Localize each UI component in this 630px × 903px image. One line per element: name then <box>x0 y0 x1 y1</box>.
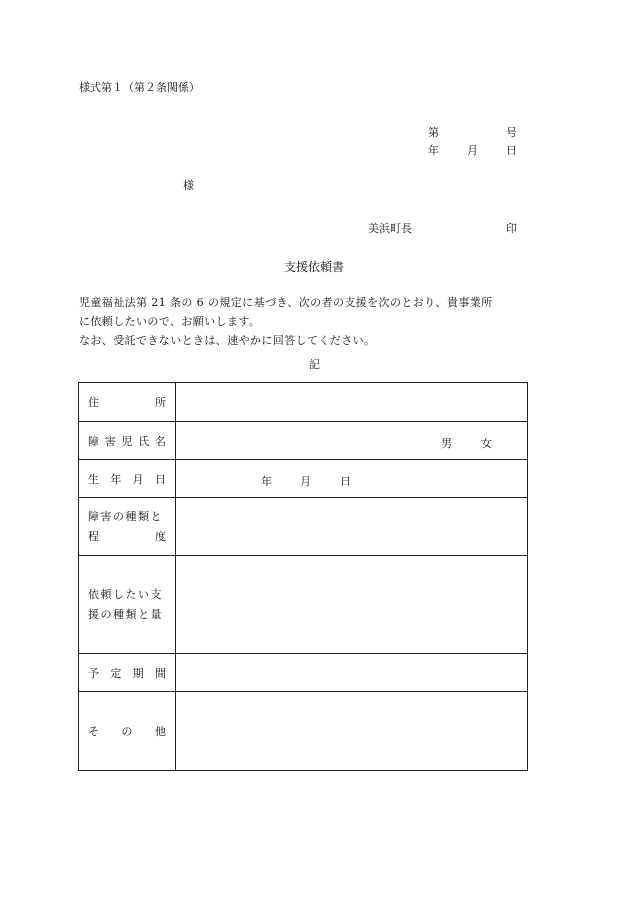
seal-mark: 印 <box>506 222 517 235</box>
disability-field[interactable] <box>176 498 528 556</box>
support-request-table <box>78 382 528 771</box>
label-char: 他 <box>155 725 166 738</box>
label-char: 障 <box>88 434 99 448</box>
support-label <box>79 556 176 654</box>
dob-label <box>79 460 176 498</box>
label-char: 氏 <box>138 434 150 448</box>
document-number-prefix: 第 <box>428 126 439 139</box>
label-char: 名 <box>155 434 166 448</box>
row-dob <box>79 460 528 498</box>
body-line-3: なお、受託できないときは、速やかに回答してください。 <box>79 334 376 347</box>
form-number-label: 様式第１（第２条関係） <box>79 81 200 94</box>
dob-field[interactable] <box>176 460 528 498</box>
date-day-label: 日 <box>506 144 517 157</box>
period-label <box>79 654 176 692</box>
date-year-label: 年 <box>428 144 439 157</box>
ki-heading: 記 <box>309 358 320 371</box>
row-disability <box>79 498 528 556</box>
dob-year-label: 年 <box>261 474 272 488</box>
body-line-1: 児童福祉法第 21 条の 6 の規定に基づき、次の者の支援を次のとおり、貴事業所 <box>79 296 493 309</box>
document-title: 支援依頼書 <box>284 260 345 274</box>
label-char: 予 <box>88 666 99 680</box>
label-char: の <box>121 725 133 738</box>
address-field[interactable] <box>176 383 528 422</box>
row-period <box>79 654 528 692</box>
support-label-line2: 援の種類と量 <box>88 607 163 621</box>
body-line-2: に依頼したいので、お願いします。 <box>79 315 261 328</box>
addressee-honorific: 様 <box>183 179 194 192</box>
label-char: 程 <box>88 529 99 543</box>
disability-label-line1: 障害の種類と <box>88 509 163 523</box>
other-label <box>79 692 176 771</box>
period-field[interactable] <box>176 654 528 692</box>
dob-day-label: 日 <box>340 474 351 488</box>
label-char: 日 <box>154 472 166 486</box>
disability-label <box>79 498 176 556</box>
address-label <box>79 383 176 422</box>
gender-female-option[interactable]: 女 <box>481 436 492 450</box>
child-name-label <box>79 422 176 460</box>
row-child-name <box>79 422 528 460</box>
label-char: 度 <box>155 529 166 543</box>
label-char: 間 <box>154 666 166 680</box>
child-name-field[interactable] <box>176 422 528 460</box>
label-char: 生 <box>88 472 99 486</box>
label-char: 害 <box>104 434 116 448</box>
document-number-suffix: 号 <box>506 126 517 139</box>
support-label-line1: 依頼したい支 <box>88 587 163 601</box>
label-char: 所 <box>155 396 166 409</box>
support-field[interactable] <box>176 556 528 654</box>
row-support <box>79 556 528 654</box>
row-other <box>79 692 528 771</box>
row-address <box>79 383 528 422</box>
sender-name: 美浜町長 <box>368 222 412 235</box>
label-char: 期 <box>132 666 144 680</box>
label-char: 児 <box>121 434 133 448</box>
label-char: 月 <box>132 472 144 486</box>
label-char: 年 <box>110 472 122 486</box>
dob-month-label: 月 <box>300 474 311 488</box>
date-month-label: 月 <box>467 144 478 157</box>
label-char: そ <box>88 725 99 738</box>
gender-male-option[interactable]: 男 <box>441 436 452 450</box>
label-char: 定 <box>110 666 122 680</box>
label-char: 住 <box>88 396 99 409</box>
other-field[interactable] <box>176 692 528 771</box>
